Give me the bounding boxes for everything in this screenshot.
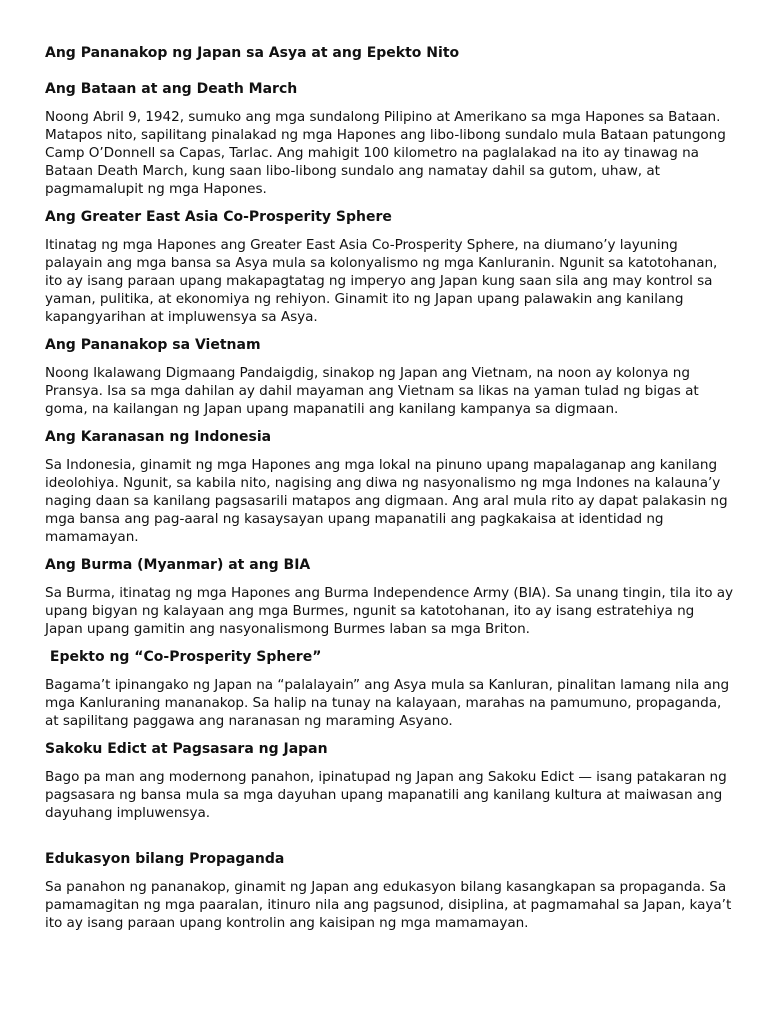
section-heading: Ang Karanasan ng Indonesia: [45, 429, 272, 445]
document-title: Ang Pananakop ng Japan sa Asya at ang Epekto Nito: [45, 45, 460, 61]
section-heading: Sakoku Edict at Pagsasara ng Japan: [45, 741, 328, 757]
section-heading: Edukasyon bilang Propaganda: [45, 851, 285, 867]
section-co-prosperity: [45, 208, 735, 326]
section-paragraph: Itinatag ng mga Hapones ang Greater East Asia Co-Prosperity Sphere, na diumano’y layuning palayain ang mga bansa sa Asya mula sa kolonyalismo ng mga Kanluranin. Ngunit sa katotohanan, ito ay isang paraan upang makapagtatag ng imperyo ang Japan kung saan sila ang may kontrol sa yaman, pulitika, at ekonomiya ng rehiyon. Ginamit ito ng Japan upang palawakin ang kanilang kapangyarihan at impluwensya sa Asya.: [45, 237, 718, 325]
section-epekto: [45, 648, 735, 730]
section-paragraph: Sa Indonesia, ginamit ng mga Hapones ang mga lokal na pinuno upang mapalaganap ang kanilang ideolohiya. Ngunit, sa kabila nito, nagising ang diwa ng nasyonalismo ng mga Indones na kalauna’y naging daan sa kanilang pagsasarili matapos ang digmaan. Ang aral mula rito ay dapat palakasin ng mga bansa ang pag-aaral ng kasaysayan upang mapanatili ang pagkakaisa at identidad ng mamamayan.: [45, 457, 728, 545]
section-paragraph: Noong Abril 9, 1942, sumuko ang mga sundalong Pilipino at Amerikano sa mga Hapones sa Bataan. Matapos nito, sapilitang pinalakad ng mga Hapones ang libo-libong sundalo mula Bataan patungong Camp O’Donnell sa Capas, Tarlac. Ang mahigit 100 kilometro na paglalakad na ito ay tinawag na Bataan Death March, kung saan libo-libong sundalo ang namatay dahil sa gutom, uhaw, at pagmamalupit ng mga Hapones.: [45, 109, 726, 197]
section-sakoku: [45, 740, 735, 822]
section-paragraph: Sa panahon ng pananakop, ginamit ng Japan ang edukasyon bilang kasangkapan sa propaganda. Sa pamamagitan ng mga paaralan, itinuro nila ang pagsunod, disiplina, at pagmamahal sa Japan, kaya’t ito ay isang paraan upang kontrolin ang kaisipan ng mga mamamayan.: [45, 879, 732, 931]
section-heading: Ang Greater East Asia Co-Prosperity Sphere: [45, 209, 392, 225]
section-bataan: [45, 80, 735, 198]
section-burma: [45, 556, 735, 638]
section-paragraph: Sa Burma, itinatag ng mga Hapones ang Burma Independence Army (BIA). Sa unang tingin, tila ito ay upang bigyan ng kalayaan ang mga Burmes, ngunit sa katotohanan, ito ay isang estratehiya ng Japan upang gamitin ang nasyonalismong Burmes laban sa mga Briton.: [45, 585, 734, 637]
section-paragraph: Noong Ikalawang Digmaang Pandaigdig, sinakop ng Japan ang Vietnam, na noon ay kolonya ng Pransya. Isa sa mga dahilan ay dahil mayaman ang Vietnam sa likas na yaman tulad ng bigas at goma, na kailangan ng Japan upang mapanatili ang kanilang kampanya sa digmaan.: [45, 365, 699, 417]
section-vietnam: [45, 336, 735, 418]
section-heading: Ang Pananakop sa Vietnam: [45, 337, 261, 353]
document-page: [45, 44, 735, 942]
section-edukasyon: [45, 850, 735, 932]
section-indonesia: [45, 428, 735, 546]
section-heading: Epekto ng “Co-Prosperity Sphere”: [45, 649, 322, 665]
section-paragraph: Bago pa man ang modernong panahon, ipinatupad ng Japan ang Sakoku Edict — isang patakaran ng pagsasara ng bansa mula sa mga dayuhan upang mapanatili ang kanilang kultura at maiwasan ang dayuhang impluwensya.: [45, 769, 727, 821]
section-paragraph: Bagama’t ipinangako ng Japan na “palalayain” ang Asya mula sa Kanluran, pinalitan lamang nila ang mga Kanluraning mananakop. Sa halip na tunay na kalayaan, marahas na pamumuno, propaganda, at sapilitang paggawa ang naranasan ng maraming Asyano.: [45, 677, 730, 729]
section-heading: Ang Bataan at ang Death March: [45, 81, 298, 97]
section-heading: Ang Burma (Myanmar) at ang BIA: [45, 557, 311, 573]
